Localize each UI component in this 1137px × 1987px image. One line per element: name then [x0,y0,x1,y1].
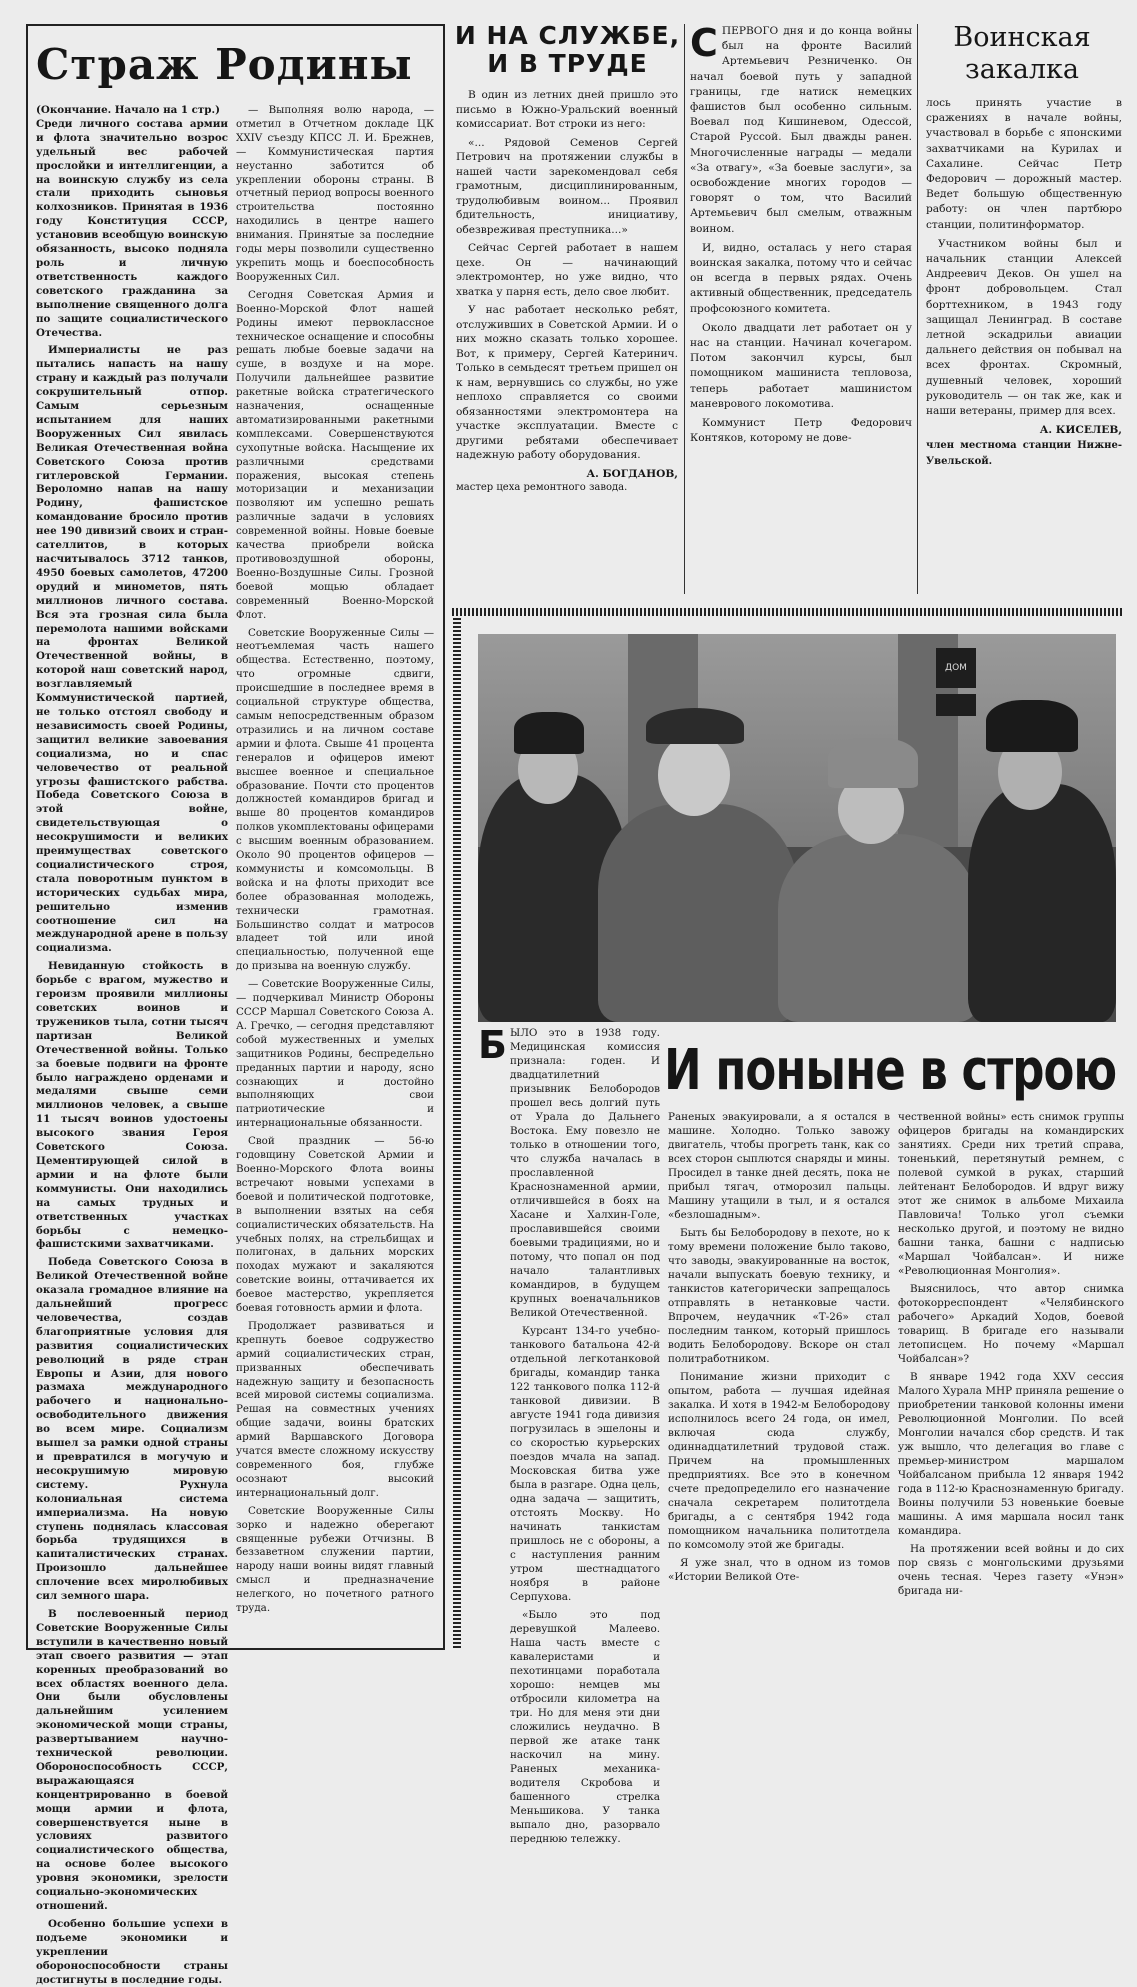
article3-para: ПЕРВОГО дня и до конца войны был на фронте Василий Артемьевич Резниченко. Он начал боевой путь у западной границы, где натиск немецких фашистов был особенно сильным. Воевал под Кишиневом, Одессой, Старой Руссой. Был дважды ранен. Многочисленные награды — медали «За отвагу», «За боевые заслуги», за освобождение многих городов — говорят о том, что Василий Артемьевич был смелым, отважным воином. [690,25,912,235]
article3-para: И, видно, осталась у него старая воинская закалка, потому что и сейчас он всегда в первых рядах. Очень активный общественник, председатель профсоюзного комитета. [690,241,912,315]
figure-cap [646,708,744,744]
article1-para: В послевоенный период Советские Вооруженные Силы вступили в качественно новый этап своего развития — этап коренных преобразований во всех областях военного дела. Они были обусловлены дальнейшим усилением экономической мощи страны, развертыванием научно-технической революции. Обороноспособность СССР, выражающаяся концентрированно в боевой мощи армии и флота, совершенствуется ныне в условиях развитого социалистического общества, на основе более высокого уровня экономики, зрелости социально-экономических отношений. [36,1607,228,1912]
article5-para: В январе 1942 года XXV сессия Малого Хурала МНР приняла решение о приобретении танковой колонны имени Революционной Монголии. По всей Монголии начался сбор средств. И так уж вышло, что делегация во главе с премьер-министром маршалом Чойбалсаном прибыла 12 января 1942 года в 112-ю Краснознаменную бригаду. Воины получили 53 новенькие боевые машины. А имя маршала носил танк командира. [898,1371,1124,1537]
article3-para: Коммунист Петр Федорович Контяков, которому не дове- [690,417,912,445]
article5-para: ЫЛО это в 1938 году. Медицинская комиссия признала: годен. И двадцатилетний призывник Белобородов прошел весь долгий путь от Урала до Дальнего Востока. Ему повезло не только в отношении того, что служба началась в прославленной Краснознаменной армии, отличившейся в боях на Хасане и Халхин-Голе, прославившейся своими боевыми традициями, но и потому, что попал он под начало талантливых командиров, в будущем крупных военачальников Великой Отечественной. [510,1027,660,1319]
headline-i-na-sluzhbe [450,22,685,86]
article1-para: — Советские Вооруженные Силы, — подчеркивал Министр Обороны СССР Маршал Советского Союза А. А. Гречко, — сегодня представляют собой мужественных и умелых защитников Родины, беспредельно преданных партии и народу, ясно сознающих и достойно выполняющих свои патриотические и интернациональные обязанности. [236,978,434,1130]
article2-signature: А. БОГДАНОВ, [586,467,678,480]
column-divider [684,24,685,594]
article1-para: Невиданную стойкость в борьбе с врагом, мужество и героизм проявили миллионы советских воинов и тружеников тыла, сотни тысяч партизан Великой Отечественной войны. Только за боевые подвиги на фронте было награждено орденами и медалями свыше семи миллионов человек, а свыше 11 тысяч воинов удостоены высокого звания Героя Советского Союза. Цементирующей силой в армии и на флоте были коммунисты. Они находились на самых трудных и ответственных участках борьбы с немецко-фашистскими захватчиками. [36,960,228,1251]
article2-para: «... Рядовой Семенов Сергей Петрович на протяжении службы в нашей части зарекомендовал себя грамотным, дисциплинированным, трудолюбивым воином... Проявил бдительность, инициативу, обезвреживая преступника...» [456,136,678,236]
article5-para: На протяжении всей войны и до сих пор связь с монгольскими друзьями очень тесная. Через газету «Унэн» бригада ни- [898,1543,1124,1597]
figure-center [778,834,978,1022]
article1-intro-label: (Окончание. Начало на 1 стр.) [36,104,220,116]
article4-para: Участником войны был и начальник станции Алексей Андреевич Деков. Он ушел на фронт добровольцем. Стал борттехником, в 1943 году защищал Ленинград. В составе летной эскадрильи авиации дальнего действия он побывал на всех фронтах. Скромный, душевный человек, хороший руководитель — он так же, как и наши ветераны, пример для всех. [926,237,1122,418]
figure-hat [986,700,1078,752]
article2-body [456,88,678,598]
article5-para: «Было это под деревушкой Малеево. Наша часть вместе с кавалеристами и пехотинцами поработала хорошо: немцев мы отбросили километра на три. Но для меня эти дни сложились неудачно. В первой же атаке танк наскочил на мину. Раненых механика-водителя Скробова и башенного стрелка Меньшикова. У танка выпало дно, разорвало переднюю тележку. [510,1609,660,1845]
article1-para: Среди личного состава армии и флота значительно возрос удельный вес рабочей прослойки и интеллигенции, а на воинскую службу из села стали приходить сыновья колхозников. Принятая в 1936 году Конституция СССР, установив всеобщую воинскую обязанность, высоко подняла роль и личную ответственность каждого советского гражданина за выполнение священного долга по защите социалистического Отечества. [36,117,228,339]
article1-para: — Выполняя волю народа, — отметил в Отчетном докладе ЦК XXIV съезду КПСС Л. И. Брежнев, — Коммунистическая партия неустанно заботится об укреплении обороны страны. В отчетный период вопросы военного строительства постоянно находились в центре нашего внимания. Принятые за последние годы меры позволили существенно укрепить мощь и боеспособность Вооруженных Сил. [236,104,434,283]
headline-i-ponyne-v-stroyu: И поныне в строю [664,1036,1117,1103]
article3-body [690,21,912,596]
article1-column-a [36,104,228,1986]
article2-para: У нас работает несколько ребят, отслуживших в Советской Армии. И о них можно сказать только хорошее. Вот, к примеру, Сергей Катеринич. Только в семьдесят третьем пришел он к нам, вернувшись со службы, но уже неплохо справляется со своими обязанностями электромонтера на участке эксплуатации. Вместе с другими ребятами обеспечивает надежную работу оборудования. [456,304,678,461]
photo-sign [936,694,976,716]
photo-officers [478,634,1116,1022]
article5-para: Быть бы Белобородову в пехоте, но к тому времени положение было таково, что заводы, эвакуированные на восток, начали выпускать боевую технику, и танкистов категорически запрещалось отправлять в нетанковые части. Впрочем, неудачник «Т-26» стал последним танком, который пришлось водить Белобородову. Вскоре он стал политработником. [668,1227,890,1365]
article5-dropcap: Б [478,1023,507,1067]
article4-signature-title: член местнома станции Нижне-Увельской. [926,440,1122,467]
headline-voinskaya-zakalka [922,22,1122,92]
article1-para: Империалисты не раз пытались напасть на нашу страну и каждый раз получали сокрушительный отпор. Самым серьезным испытанием для наших Вооруженных Сил явилась Великая Отечественная война Советского Союза против гитлеровской Германии. Вероломно напав на нашу Родину, фашистское командование бросило против нее 190 дивизий своих и стран-сателлитов, в которых насчитывалось 3712 танков, 4950 боевых самолетов, 47200 орудий и минометов, пять миллионов личного состава. Вся эта грозная сила была перемолота нашими войсками на фронтах Великой Отечественной войны, в которой наш советский народ, возглавляемый Коммунистической партией, не только отстоял свободу и независимость своей Родины, защитил великие завоевания социализма, но и спас человечество от реальной угрозы фашистского рабства. Победа Советского Союза в этой войне, свидетельствующая о несокрушимости и великих преимуществах советского социалистического строя, стала поворотным пунктом в исторических судьбах мира, решительно изменив соотношение сил на международной арене в пользу социализма. [36,344,228,955]
article5-para: чественной войны» есть снимок группы офицеров бригады на командирских занятиях. Среди них третий справа, тоненький, перетянутый ремнем, с полевой сумкой в руках, старший лейтенант Белобородов. И вдруг вижу этот же снимок в альбоме Михаила Павловича! Только угол съемки несколько другой, и поэтому не видно башни танка, башни с надписью «Маршал Чойбалсан». И ниже «Революционная Монголия». [898,1111,1124,1277]
figure-head [658,734,730,816]
article1-para: Советские Вооруженные Силы — неотъемлемая часть нашего общества. Естественно, поэтому, что огромные сдвиги, происшедшие в последнее время в социальной структуре общества, самым непосредственным образом отразились и на личном составе армии и флота. Свыше 41 процента генералов и офицеров имеют высшее военное и специальное образование. Почти сто процентов должностей командиров бригад и выше 80 процентов командиров полков укомплектованы офицерами с высшим военным образованием. Около 90 процентов офицеров — коммунисты и комсомольцы. В войска и на флоты приходит все более образованная молодежь, технически грамотная. Большинство солдат и матросов владеет той или иной специальностью, полученной еще до призыва на военную службу. [236,626,434,973]
article2-para: В один из летних дней пришло это письмо в Южно-Уральский военный комиссариат. Вот строки из него: [456,89,678,130]
article3-dropcap: С [690,21,718,65]
article5-para: Я уже знал, что в одном из томов «Истории Великой Оте- [668,1557,890,1583]
headline-line: И В ТРУДЕ [487,49,648,78]
article1-para: Сегодня Советская Армия и Военно-Морской Флот нашей Родины имеют первоклассное техническое оснащение и способны решать любые боевые задачи на суше, в воздухе и на море. Получили дальнейшее развитие ракетные войска стратегического назначения, оснащенные автоматизированными ракетными комплексами. Совершенствуются сухопутные войска. Насыщение их различными средствами поражения, высокая степень моторизации и механизации позволяют им успешно решать различные задачи в условиях современной войны. Новые боевые качества приобрели войска противовоздушной обороны, Военно-Воздушные Силы. Грозной боевой мощью обладает современный Военно-Морской Флот. [236,288,434,621]
figure-hat [514,712,584,754]
figure-papakha [828,738,918,788]
article1-para: Советские Вооруженные Силы зорко и надежно оберегают священные рубежи Отчизны. В беззаветном служении партии, народу наши воины видят главный смысл и предназначение нелегкого, но почетного ратного труда. [236,1504,434,1615]
headline-line: Воинская [953,22,1091,53]
column-divider [917,24,918,594]
article5-para: Выяснилось, что автор снимка фотокорреспондент «Челябинского рабочего» Аркадий Ходов, боевой товарищ. В бригаде его называли летописцем. Но почему «Маршал Чойбалсан»? [898,1283,1124,1365]
headline-line: И НА СЛУЖБЕ, [454,21,681,50]
article2-para: Сейчас Сергей работает в нашем цехе. Он — начинающий электромонтер, но уже видно, что хватка у парня есть, дело свое любит. [456,242,678,298]
hatched-divider-vertical [453,618,461,1648]
article2-signature-title: мастер цеха ремонтного завода. [456,482,628,493]
headline-line: закалка [965,54,1079,85]
headline-strazh-rodiny: Страж Родины [36,40,413,89]
article5-para: Раненых эвакуировали, а я остался в машине. Холодно. Только завожу двигатель, чтобы прогреть танк, как со всех сторон сыплются снаряды и мины. Просидел в танке дней десять, пока не прибыл тягач, отморозил пальцы. Машину утащили в тыл, и я остался «безлошадным». [668,1111,890,1221]
hatched-divider [452,608,1124,616]
article1-para: Продолжает развиваться и крепнуть боевое содружество армий социалистических стран, призванных обеспечивать надежную защиту и безопасность всей мировой системы социализма. Решая на совместных учениях общие задачи, воины братских армий Варшавского Договора учатся вместе сложному искусству современного боя, глубже осознают высокий интернациональный долг. [236,1319,434,1499]
article5-para: Понимание жизни приходит с опытом, работа — лучшая идейная закалка. И хотя в 1942-м Белобородову исполнилось всего 24 года, он имел, включая сюда службу, одиннадцатилетний трудовой стаж. Причем на промышленных предприятиях. Все это в конечном счете предопределило его назначение сначала секретарем политотдела бригады, а с сентября 1942 года помощником начальника политотдела по комсомолу этой же бригады. [668,1371,890,1551]
article4-para: лось принять участие в сражениях в начале войны, участвовал в борьбе с японскими захватчиками на Курилах и Сахалине. Сейчас Петр Федорович — дорожный мастер. Ведет большую общественную работу: он член партбюро станции, политинформатор. [926,97,1122,231]
article4-body [926,96,1122,596]
article5-para: Курсант 134-го учебно-танкового батальона 42-й отдельной легкотанковой бригады, командир танка 122 танкового полка 112-й танковой дивизии. В августе 1941 года дивизия погрузилась в эшелоны и со скоростью курьерских поездов мчала на запад. Московская битва уже была в разгаре. Одна цель, одна задача — защитить, отстоять Москву. Но начинать танкистам пришлось не с обороны, а с наступления ранним утром шестнадцатого ноября в районе Серпухова. [510,1325,660,1603]
article5-column-b [668,1110,890,1646]
article1-para: Особенно большие успехи в подъеме экономики и укреплении обороноспособности страны достигнуты в последние годы. [36,1917,228,1986]
article5-column-c [898,1110,1124,1646]
article1-para: Свой праздник — 56-ю годовщину Советской Армии и Военно-Морского Флота воины встречают новыми успехами в боевой и политической подготовке, в выполнении взятых на себя социалистических обязательств. На учебных полях, на стрельбищах и полигонах, в дальних морских походах мужают и закаляются советские воины, оттачивается их боевое мастерство, укрепляется боевая готовность армии и флота. [236,1135,434,1315]
article4-signature: А. КИСЕЛЕВ, [1039,424,1122,437]
photo-sign: ДОМ [936,648,976,688]
article5-column-a [510,1026,660,1845]
article3-para: Около двадцати лет работает он у нас на станции. Начинал кочегаром. Потом закончил курсы, был помощником машиниста тепловоза, теперь работает машинистом маневрового локомотива. [690,321,912,410]
figure-right [968,784,1116,1022]
article1-para: Победа Советского Союза в Великой Отечественной войне оказала громадное влияние на дальнейший прогресс человечества, создав благоприятные условия для развития социалистических революций в ряде стран Европы и Азии, для нового размаха международного рабочего и национально-освободительного движения во всем мире. Социализм вышел за рамки одной страны и превратился в могучую и несокрушимую мировую систему. Рухнула колониальная система империализма. На новую ступень поднялась классовая борьба трудящихся в капиталистических странах. Произошло дальнейшее сплочение всех миролюбивых сил земного шара. [36,1256,228,1603]
figure-general [598,804,798,1022]
article1-column-b [236,104,434,1638]
